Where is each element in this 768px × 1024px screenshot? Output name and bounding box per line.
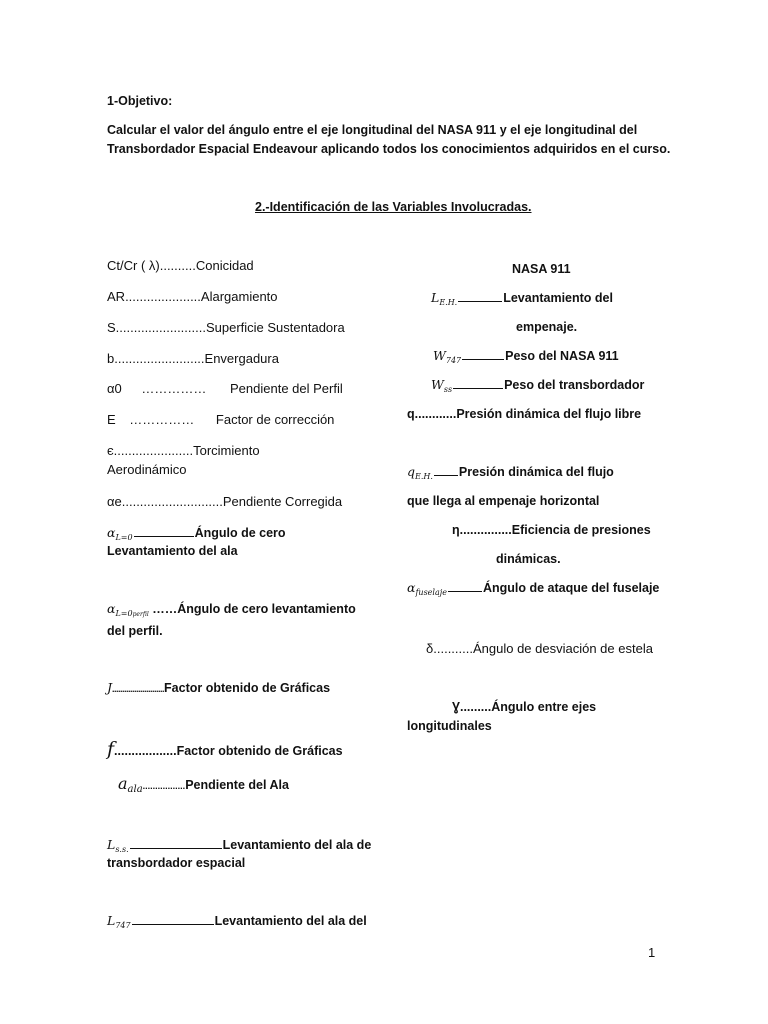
description: Factor de corrección xyxy=(215,412,335,427)
var-wss xyxy=(431,377,644,398)
dots: .......... xyxy=(159,258,196,273)
symbol: f xyxy=(107,738,115,760)
description: Ángulo entre ejes xyxy=(491,700,597,714)
dots: ...................... xyxy=(113,443,194,458)
var-torcimiento xyxy=(107,443,260,459)
symbol: $\alpha_{L=0perfil}$ xyxy=(107,601,149,618)
description: Superficie Sustentadora xyxy=(205,320,345,335)
var-torcimiento-line-2: Aerodinámico xyxy=(107,462,187,477)
var-w747 xyxy=(433,348,619,369)
dots: ............... xyxy=(459,523,512,537)
column-title-nasa-911: NASA 911 xyxy=(512,262,571,276)
symbol: $L_{E.H.}$ xyxy=(431,290,458,307)
symbol: α0 xyxy=(107,381,122,396)
dots: ............ xyxy=(414,407,457,421)
var-lev-ss-line-2: transbordador espacial xyxy=(107,856,246,870)
var-factor-j xyxy=(107,680,330,697)
var-qeh-line-2: que llega al empenaje horizontal xyxy=(407,494,600,508)
symbol: $\alpha_{fuselaje}$ xyxy=(407,580,447,597)
symbol: δ xyxy=(426,641,434,656)
description: Levantamiento del ala del xyxy=(214,914,367,928)
objective-heading: 1-Objetivo: xyxy=(107,94,173,108)
blank-line xyxy=(462,358,504,360)
var-lev-eh-line-2: empenaje. xyxy=(516,320,578,334)
symbol: E xyxy=(107,412,116,427)
description: Factor obtenido de Gráficas xyxy=(176,744,343,758)
symbol: $q_{E.H.}$ xyxy=(407,464,433,481)
var-gamma-line-2: longitudinales xyxy=(407,719,492,733)
description: Alargamiento xyxy=(200,289,278,304)
dots: …………… xyxy=(129,412,195,427)
description: Ángulo de desviación de estela xyxy=(472,641,653,656)
symbol: Ct/Cr ( λ) xyxy=(107,258,160,273)
var-alargamiento xyxy=(107,289,278,305)
var-conicidad xyxy=(107,258,254,274)
var-eta xyxy=(452,522,651,538)
symbol: $\alpha_{L=0}$ xyxy=(107,525,133,542)
blank-line xyxy=(434,474,458,476)
dots: ..................... xyxy=(125,289,201,304)
blank-line xyxy=(132,923,214,925)
page-number: 1 xyxy=(648,945,656,960)
blank-line xyxy=(453,387,503,389)
description: Pendiente del Perfil xyxy=(230,381,343,396)
description: Pendiente del Ala xyxy=(185,778,289,792)
description: Peso del transbordador xyxy=(504,378,645,392)
dots: ......... xyxy=(459,700,492,714)
symbol: $W_{ss}$ xyxy=(431,377,453,394)
symbol: Ɣ xyxy=(452,700,460,714)
section-2-heading: 2.-Identificación de las Variables Involucradas. xyxy=(255,200,532,214)
symbol: $L_{747}$ xyxy=(107,913,131,930)
symbol: S xyxy=(107,320,116,335)
symbol: αe xyxy=(107,494,122,509)
symbol: $a_{ala}$ xyxy=(118,774,143,795)
var-qeh xyxy=(407,464,614,485)
var-factor-f xyxy=(107,738,343,760)
var-angulo-cero-perfil-line-2: del perfil. xyxy=(107,624,163,638)
description: Factor obtenido de Gráficas xyxy=(164,681,331,695)
description: Torcimiento xyxy=(193,443,260,458)
blank-line xyxy=(130,847,222,849)
var-superficie xyxy=(107,320,345,336)
description: Levantamiento del xyxy=(503,291,613,305)
dots: ......................... xyxy=(114,351,205,366)
var-alpha-fuselaje xyxy=(407,580,659,601)
description: Conicidad xyxy=(195,258,254,273)
var-envergadura xyxy=(107,351,279,367)
objective-line-1: Calcular el valor del ángulo entre el eje longitudinal del NASA 911 y el eje longitudinal del xyxy=(107,123,638,137)
description: Presión dinámica del flujo xyxy=(458,465,614,479)
symbol: b xyxy=(107,351,115,366)
blank-line xyxy=(458,300,502,302)
dots: .......................... xyxy=(112,684,165,694)
description: Levantamiento del ala de xyxy=(222,838,372,852)
var-angulo-cero-ala-line-2: Levantamiento del ala xyxy=(107,544,238,558)
symbol: η xyxy=(452,523,460,537)
dots: …… xyxy=(152,602,178,616)
var-angulo-cero-perfil xyxy=(107,601,356,623)
var-pendiente-perfil xyxy=(107,381,343,397)
description: Ángulo de ataque del fuselaje xyxy=(482,581,660,595)
symbol: $L_{s.s.}$ xyxy=(107,837,129,854)
objective-line-2: Transbordador Espacial Endeavour aplicando todos los conocimientos adquiridos en el curso. xyxy=(107,142,671,156)
blank-line xyxy=(448,590,482,592)
description: Eficiencia de presiones xyxy=(511,523,651,537)
description: Pendiente Corregida xyxy=(222,494,343,509)
var-lev-eh xyxy=(431,290,613,311)
description: Envergadura xyxy=(204,351,279,366)
description: Ángulo de cero levantamiento xyxy=(177,602,356,616)
dots: ......................... xyxy=(115,320,206,335)
description: Presión dinámica del flujo libre xyxy=(456,407,642,421)
description: Ángulo de cero xyxy=(194,526,286,540)
symbol: q xyxy=(407,407,415,421)
blank-line xyxy=(134,535,194,537)
var-factor-correccion xyxy=(107,412,334,428)
var-pendiente-corregida xyxy=(107,494,342,510)
var-delta xyxy=(426,641,653,657)
dots: ................. xyxy=(142,781,186,791)
symbol: є xyxy=(107,443,114,458)
dots: …………… xyxy=(141,381,207,396)
var-lev-747 xyxy=(107,913,367,934)
var-gamma xyxy=(452,699,596,715)
var-eta-line-2: dinámicas. xyxy=(496,552,561,566)
symbol: AR xyxy=(107,289,126,304)
description: Peso del NASA 911 xyxy=(505,349,619,363)
symbol: J xyxy=(107,680,113,695)
dots: ........... xyxy=(433,641,473,656)
dots: .................. xyxy=(114,744,177,758)
dots: ............................ xyxy=(121,494,223,509)
var-pendiente-ala xyxy=(118,776,289,798)
var-q xyxy=(407,406,641,422)
symbol: $W_{747}$ xyxy=(433,348,462,365)
